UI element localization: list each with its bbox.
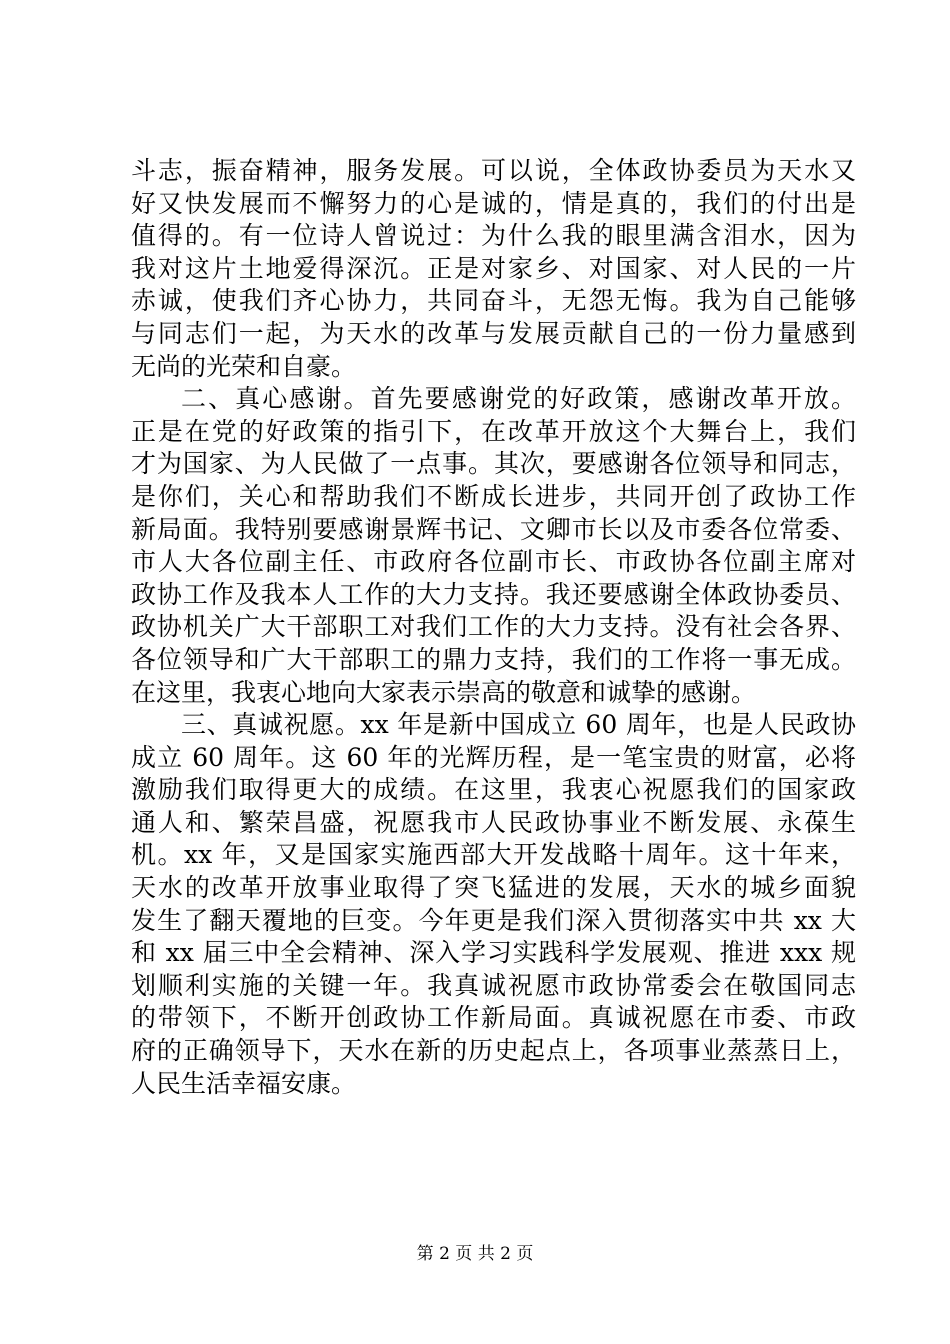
text-line: 我对这片土地爱得深沉。正是对家乡、对国家、对人民的一片 <box>131 253 856 283</box>
text-line: 好又快发展而不懈努力的心是诚的，情是真的，我们的付出是 <box>131 188 856 218</box>
text-line: 政协机关广大干部职工对我们工作的大力支持。没有社会各界、 <box>131 612 856 642</box>
text-line: 成立 60 周年。这 60 年的光辉历程，是一笔宝贵的财富，必将 <box>131 742 856 772</box>
text-line: 划顺利实施的关键一年。我真诚祝愿市政协常委会在敬国同志 <box>131 970 856 1000</box>
text-line: 在这里，我衷心地向大家表示崇高的敬意和诚挚的感谢。 <box>131 677 757 707</box>
text-line: 人民生活幸福安康。 <box>131 1068 357 1098</box>
text-line: 天水的改革开放事业取得了突飞猛进的发展，天水的城乡面貌 <box>131 873 856 903</box>
text-line: 政协工作及我本人工作的大力支持。我还要感谢全体政协委员、 <box>131 579 856 609</box>
page-footer: 第 2 页 共 2 页 <box>416 1244 534 1264</box>
text-line: 正是在党的好政策的指引下，在改革开放这个大舞台上，我们 <box>131 416 856 446</box>
text-line: 发生了翻天覆地的巨变。今年更是我们深入贯彻落实中共 xx 大 <box>131 905 856 935</box>
text-line: 激励我们取得更大的成绩。在这里，我衷心祝愿我们的国家政 <box>131 775 856 805</box>
text-line: 值得的。有一位诗人曾说过：为什么我的眼里满含泪水，因为 <box>131 221 856 251</box>
text-line: 无尚的光荣和自豪。 <box>131 351 357 381</box>
text-line: 新局面。我特别要感谢景辉书记、文卿市长以及市委各位常委、 <box>131 514 856 544</box>
text-line: 和 xx 届三中全会精神、深入学习实践科学发展观、推进 xxx 规 <box>131 938 856 968</box>
text-line: 是你们，关心和帮助我们不断成长进步，共同开创了政协工作 <box>131 481 856 511</box>
text-line: 各位领导和广大干部职工的鼎力支持，我们的工作将一事无成。 <box>131 644 856 674</box>
text-line: 府的正确领导下，天水在新的历史起点上，各项事业蒸蒸日上， <box>131 1036 856 1066</box>
text-line: 市人大各位副主任、市政府各位副市长、市政协各位副主席对 <box>131 547 856 577</box>
text-line: 二、真心感谢。首先要感谢党的好政策，感谢改革开放。 <box>181 384 856 414</box>
text-line: 通人和、繁荣昌盛，祝愿我市人民政协事业不断发展、永葆生 <box>131 807 856 837</box>
text-line: 与同志们一起，为天水的改革与发展贡献自己的一份力量感到 <box>131 318 856 348</box>
text-line: 斗志，振奋精神，服务发展。可以说，全体政协委员为天水又 <box>131 156 856 185</box>
text-line: 机。xx 年，又是国家实施西部大开发战略十周年。这十年来， <box>131 840 856 870</box>
document-body <box>131 155 856 1100</box>
text-line: 的带领下，不断开创政协工作新局面。真诚祝愿在市委、市政 <box>131 1003 856 1033</box>
text-line: 才为国家、为人民做了一点事。其次，要感谢各位领导和同志， <box>131 449 856 479</box>
text-line: 赤诚，使我们齐心协力，共同奋斗，无怨无悔。我为自己能够 <box>131 286 856 316</box>
text-line: 三、真诚祝愿。xx 年是新中国成立 60 周年，也是人民政协 <box>181 710 856 740</box>
